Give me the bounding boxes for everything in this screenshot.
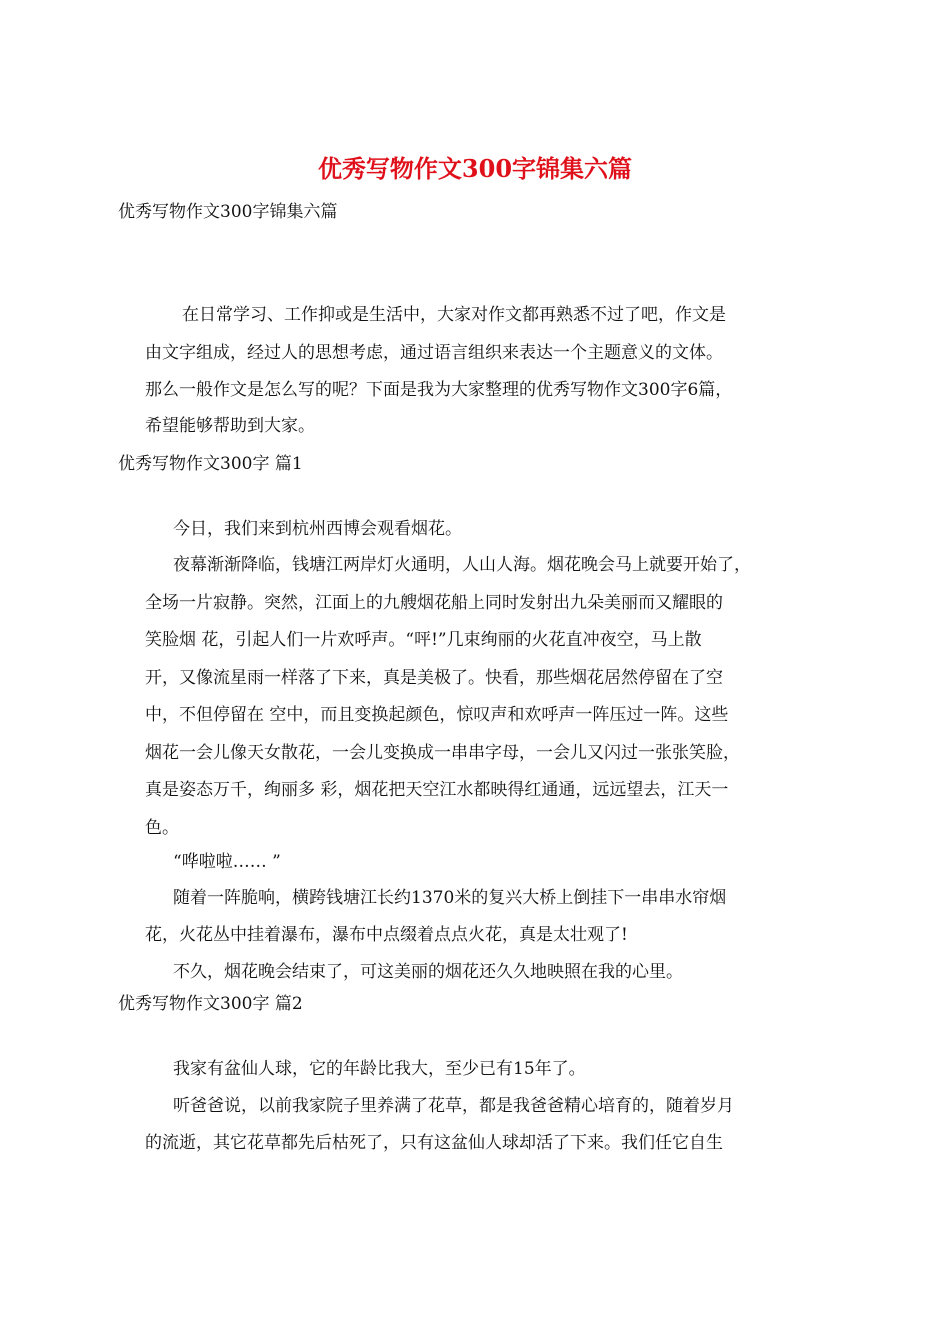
paragraph-line: 今日，我们来到杭州西博会观看烟花。: [173, 519, 462, 539]
document-subtitle: 优秀写物作文300字锦集六篇: [118, 202, 338, 222]
paragraph-line: 烟花一会儿像天女散花，一会儿变换成一串串字母，一会儿又闪过一张张笑脸，: [145, 743, 740, 763]
paragraph-line: 中，不但停留在 空中，而且变换起颜色，惊叹声和欢呼声一阵压过一阵。这些: [145, 705, 729, 725]
paragraph-line: 真是姿态万千，绚丽多 彩，烟花把天空江水都映得红通通，远远望去，江天一: [145, 780, 729, 800]
paragraph-line: 随着一阵脆响，横跨钱塘江长约1370米的复兴大桥上倒挂下一串串水帘烟: [173, 888, 727, 908]
paragraph-line: 夜幕渐渐降临，钱塘江两岸灯火通明，人山人海。烟花晚会马上就要开始了，: [173, 555, 751, 575]
paragraph-line: 色。: [145, 818, 179, 838]
paragraph-line: 全场一片寂静。突然，江面上的九艘烟花船上同时发射出九朵美丽而又耀眼的: [145, 593, 723, 613]
paragraph-line: 我家有盆仙人球，它的年龄比我大，至少已有15年了。: [173, 1059, 586, 1079]
paragraph-line: 花，火花丛中挂着瀑布，瀑布中点缀着点点火花，真是太壮观了!: [145, 925, 628, 945]
paragraph-line: “哗啦啦…… ”: [173, 852, 281, 872]
section-heading: 优秀写物作文300字 篇1: [118, 454, 303, 474]
section-heading: 优秀写物作文300字 篇2: [118, 994, 303, 1014]
intro-line: 希望能够帮助到大家。: [145, 416, 315, 436]
paragraph-line: 开，又像流星雨一样落了下来，真是美极了。快看，那些烟花居然停留在了空: [145, 668, 723, 688]
paragraph-line: 笑脸烟 花，引起人们一片欢呼声。“呯!”几束绚丽的火花直冲夜空，马上散: [145, 630, 702, 650]
document-title: 优秀写物作文300字锦集六篇: [317, 154, 633, 183]
paragraph-line: 听爸爸说，以前我家院子里养满了花草，都是我爸爸精心培育的，随着岁月: [173, 1096, 734, 1116]
paragraph-line: 的流逝，其它花草都先后枯死了，只有这盆仙人球却活了下来。我们任它自生: [145, 1133, 723, 1153]
intro-line: 由文字组成，经过人的思想考虑，通过语言组织来表达一个主题意义的文体。: [145, 343, 723, 363]
paragraph-line: 不久，烟花晚会结束了，可这美丽的烟花还久久地映照在我的心里。: [173, 962, 683, 982]
intro-line: 那么一般作文是怎么写的呢？下面是我为大家整理的优秀写物作文300字6篇，: [145, 380, 733, 400]
intro-line: 在日常学习、工作抑或是生活中，大家对作文都再熟悉不过了吧，作文是: [182, 305, 726, 325]
